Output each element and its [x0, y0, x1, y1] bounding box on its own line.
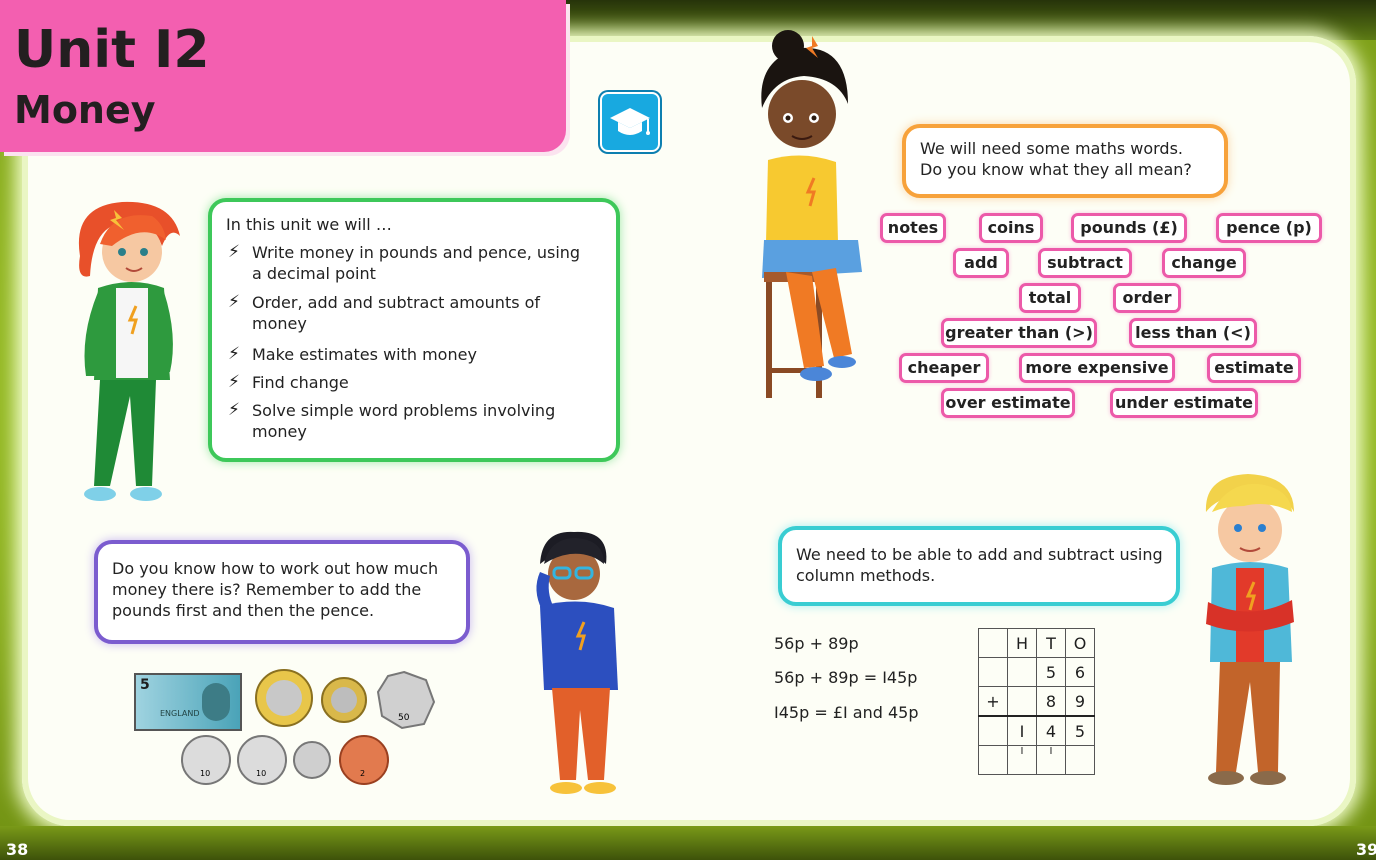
vocab-tag: order — [1113, 283, 1181, 313]
goal-item: ⚡ Order, add and subtract amounts of money — [228, 292, 541, 333]
boy-glasses-character — [530, 530, 630, 804]
svg-text:10: 10 — [256, 769, 267, 778]
svg-text:50: 50 — [398, 713, 410, 723]
worked-example-line: 56p + 89p = I45p — [774, 668, 918, 687]
column-addition-grid — [978, 628, 1095, 775]
column-methods-text: We need to be able to add and subtract using column methods. — [796, 545, 1163, 585]
goal-item: ⚡ Solve simple word problems involving money — [228, 400, 556, 441]
page-number-right: 39 — [1356, 840, 1378, 859]
unit-title: Unit I2 — [14, 20, 210, 80]
vocab-tag: cheaper — [899, 353, 989, 383]
girl-red-hair-character — [52, 196, 192, 516]
vocab-tag: subtract — [1038, 248, 1132, 278]
maths-words-bubble — [902, 124, 1228, 198]
vocab-tag: total — [1019, 283, 1081, 313]
blond-boy-character — [1198, 472, 1302, 796]
money-question-bubble — [94, 540, 470, 644]
graduation-cap-icon[interactable] — [600, 92, 660, 152]
goal-item: ⚡ Find change — [228, 372, 349, 392]
lightning-bolt-icon: ⚡ — [228, 344, 240, 364]
top-shadow — [560, 0, 1376, 40]
lightning-bolt-icon: ⚡ — [228, 292, 240, 312]
vocab-tag: change — [1162, 248, 1246, 278]
lightning-bolt-icon: ⚡ — [228, 372, 240, 392]
unit-banner — [0, 0, 566, 152]
worked-example-line: I45p = £I and 45p — [774, 703, 919, 722]
grid-row: 5 6 — [979, 658, 1095, 687]
lightning-bolt-icon: ⚡ — [228, 400, 240, 420]
vocab-tag: pence (p) — [1216, 213, 1322, 243]
coins-group — [176, 666, 442, 788]
grid-row: I 4 5 — [979, 716, 1095, 746]
svg-text:2: 2 — [360, 769, 366, 778]
lightning-bolt-icon: ⚡ — [228, 242, 240, 262]
goal-item: ⚡ Write money in pounds and pence, using a decimal point — [228, 242, 581, 283]
grid-header-row: H T O — [979, 629, 1095, 658]
vocab-tag: over estimate — [941, 388, 1075, 418]
vocab-tag: greater than (>) — [941, 318, 1097, 348]
maths-words-text: We will need some maths words. Do you know what they all mean? — [920, 139, 1192, 179]
column-methods-bubble — [778, 526, 1180, 606]
grid-row: + 8 9 — [979, 687, 1095, 717]
worked-example-line: 56p + 89p — [774, 634, 859, 653]
note-label: ENGLAND — [160, 709, 200, 718]
girl-on-stool-character — [752, 28, 876, 406]
bottom-strip — [0, 826, 1376, 860]
page-number-left: 38 — [6, 840, 29, 859]
vocab-tag: add — [953, 248, 1009, 278]
vocab-tag: estimate — [1207, 353, 1301, 383]
unit-goals-bubble — [208, 198, 620, 462]
vocab-tag: notes — [880, 213, 946, 243]
svg-text:10: 10 — [200, 769, 211, 778]
goals-intro: In this unit we will … — [226, 215, 392, 234]
vocab-tag: pounds (£) — [1071, 213, 1187, 243]
money-question-text: Do you know how to work out how much money there is? Remember to add the pounds first and then the pence. — [112, 559, 439, 620]
vocab-tag: less than (<) — [1129, 318, 1257, 348]
vocab-tag: more expensive — [1019, 353, 1175, 383]
vocab-tag: coins — [979, 213, 1043, 243]
note-value: 5 — [140, 677, 150, 693]
unit-subtitle: Money — [14, 88, 156, 132]
goal-item: ⚡ Make estimates with money — [228, 344, 477, 364]
grid-carry-row: I I — [979, 746, 1095, 775]
vocab-tag: under estimate — [1110, 388, 1258, 418]
